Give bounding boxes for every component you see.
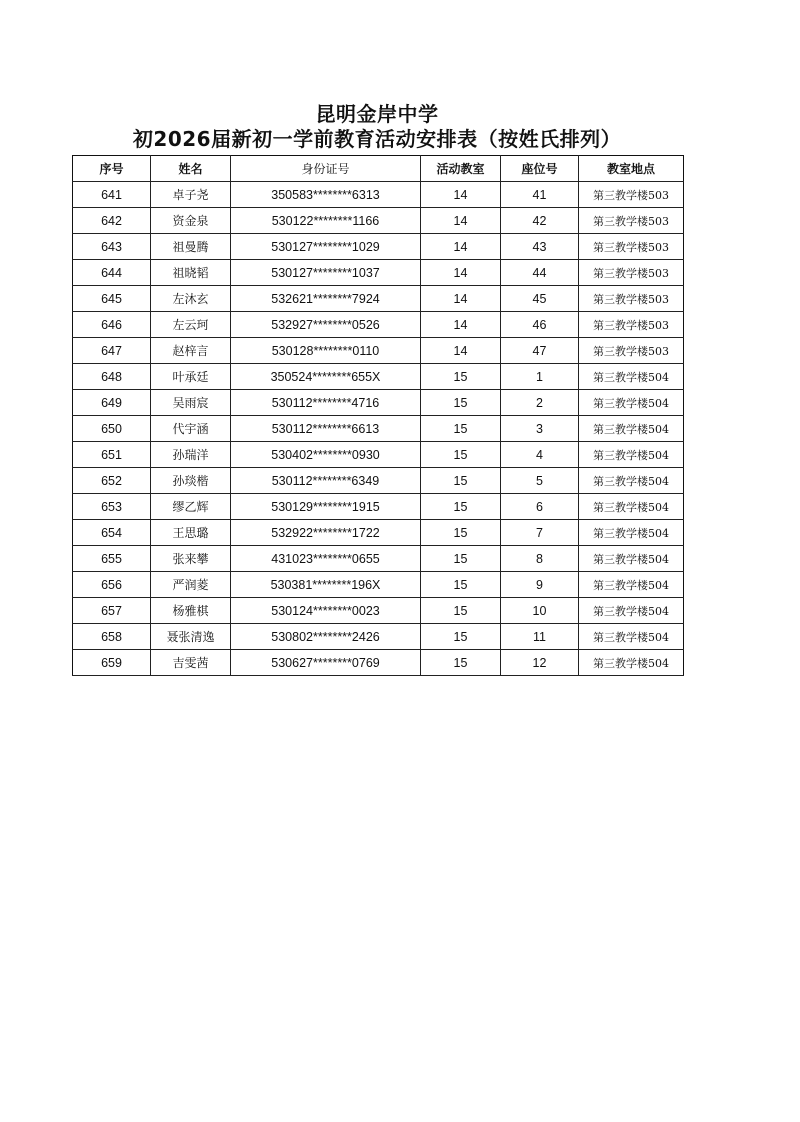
location-cell: 第三教学楼504 bbox=[579, 442, 684, 468]
table-row bbox=[73, 182, 684, 208]
header-location: 教室地点 bbox=[579, 156, 684, 182]
id-number-cell: 532621********7924 bbox=[231, 286, 421, 312]
name-cell: 卓子尧 bbox=[151, 182, 231, 208]
table-row bbox=[73, 650, 684, 676]
name-cell: 赵梓言 bbox=[151, 338, 231, 364]
table-header bbox=[73, 156, 684, 182]
seq-cell: 656 bbox=[73, 572, 151, 598]
location-cell: 第三教学楼504 bbox=[579, 572, 684, 598]
table-row bbox=[73, 442, 684, 468]
seq-cell: 643 bbox=[73, 234, 151, 260]
location-cell: 第三教学楼504 bbox=[579, 650, 684, 676]
seat-cell: 7 bbox=[501, 520, 579, 546]
activity-room-cell: 15 bbox=[421, 572, 501, 598]
seat-cell: 6 bbox=[501, 494, 579, 520]
seat-cell: 8 bbox=[501, 546, 579, 572]
location-cell: 第三教学楼504 bbox=[579, 520, 684, 546]
id-number-cell: 530627********0769 bbox=[231, 650, 421, 676]
seat-cell: 43 bbox=[501, 234, 579, 260]
seat-cell: 5 bbox=[501, 468, 579, 494]
name-cell: 缪乙辉 bbox=[151, 494, 231, 520]
activity-room-cell: 14 bbox=[421, 260, 501, 286]
header-row bbox=[73, 156, 684, 182]
name-cell: 左沐玄 bbox=[151, 286, 231, 312]
student-schedule-table bbox=[72, 155, 684, 676]
table-row bbox=[73, 234, 684, 260]
header-seq: 序号 bbox=[73, 156, 151, 182]
header-seat: 座位号 bbox=[501, 156, 579, 182]
activity-room-cell: 14 bbox=[421, 286, 501, 312]
table-row bbox=[73, 494, 684, 520]
id-number-cell: 530381********196X bbox=[231, 572, 421, 598]
name-cell: 祖曼腾 bbox=[151, 234, 231, 260]
activity-room-cell: 15 bbox=[421, 520, 501, 546]
table-row bbox=[73, 338, 684, 364]
activity-room-cell: 15 bbox=[421, 494, 501, 520]
name-cell: 祖晓韬 bbox=[151, 260, 231, 286]
activity-room-cell: 14 bbox=[421, 338, 501, 364]
id-number-cell: 350524********655X bbox=[231, 364, 421, 390]
seq-cell: 657 bbox=[73, 598, 151, 624]
id-number-cell: 530112********6613 bbox=[231, 416, 421, 442]
id-number-cell: 350583********6313 bbox=[231, 182, 421, 208]
activity-room-cell: 14 bbox=[421, 182, 501, 208]
seq-cell: 644 bbox=[73, 260, 151, 286]
seat-cell: 44 bbox=[501, 260, 579, 286]
table-row bbox=[73, 624, 684, 650]
seq-cell: 655 bbox=[73, 546, 151, 572]
name-cell: 左云珂 bbox=[151, 312, 231, 338]
id-number-cell: 532922********1722 bbox=[231, 520, 421, 546]
school-title: 昆明金岸中学 bbox=[315, 102, 439, 126]
name-cell: 叶承廷 bbox=[151, 364, 231, 390]
location-cell: 第三教学楼503 bbox=[579, 338, 684, 364]
name-cell: 吉雯茜 bbox=[151, 650, 231, 676]
header-activity-room: 活动教室 bbox=[421, 156, 501, 182]
seq-cell: 659 bbox=[73, 650, 151, 676]
activity-room-cell: 15 bbox=[421, 598, 501, 624]
location-cell: 第三教学楼504 bbox=[579, 624, 684, 650]
seat-cell: 42 bbox=[501, 208, 579, 234]
name-cell: 吴雨宸 bbox=[151, 390, 231, 416]
seq-cell: 646 bbox=[73, 312, 151, 338]
seq-cell: 647 bbox=[73, 338, 151, 364]
name-cell: 代宇涵 bbox=[151, 416, 231, 442]
location-cell: 第三教学楼503 bbox=[579, 182, 684, 208]
seq-cell: 650 bbox=[73, 416, 151, 442]
seq-cell: 642 bbox=[73, 208, 151, 234]
id-number-cell: 530128********0110 bbox=[231, 338, 421, 364]
seat-cell: 11 bbox=[501, 624, 579, 650]
schedule-title: 初2026届新初一学前教育活动安排表（按姓氏排列） bbox=[132, 127, 622, 151]
header-name: 姓名 bbox=[151, 156, 231, 182]
id-number-cell: 431023********0655 bbox=[231, 546, 421, 572]
seat-cell: 12 bbox=[501, 650, 579, 676]
id-number-cell: 530402********0930 bbox=[231, 442, 421, 468]
seat-cell: 2 bbox=[501, 390, 579, 416]
location-cell: 第三教学楼503 bbox=[579, 286, 684, 312]
id-number-cell: 530129********1915 bbox=[231, 494, 421, 520]
location-cell: 第三教学楼504 bbox=[579, 494, 684, 520]
seat-cell: 9 bbox=[501, 572, 579, 598]
name-cell: 资金泉 bbox=[151, 208, 231, 234]
location-cell: 第三教学楼503 bbox=[579, 312, 684, 338]
table-row bbox=[73, 286, 684, 312]
id-number-cell: 530122********1166 bbox=[231, 208, 421, 234]
activity-room-cell: 14 bbox=[421, 234, 501, 260]
name-cell: 聂张清逸 bbox=[151, 624, 231, 650]
seat-cell: 1 bbox=[501, 364, 579, 390]
location-cell: 第三教学楼504 bbox=[579, 390, 684, 416]
location-cell: 第三教学楼504 bbox=[579, 546, 684, 572]
seq-cell: 648 bbox=[73, 364, 151, 390]
location-cell: 第三教学楼503 bbox=[579, 260, 684, 286]
id-number-cell: 530127********1029 bbox=[231, 234, 421, 260]
activity-room-cell: 15 bbox=[421, 416, 501, 442]
location-cell: 第三教学楼504 bbox=[579, 598, 684, 624]
activity-room-cell: 14 bbox=[421, 312, 501, 338]
name-cell: 杨雅棋 bbox=[151, 598, 231, 624]
seat-cell: 41 bbox=[501, 182, 579, 208]
name-cell: 孙瑞洋 bbox=[151, 442, 231, 468]
table-row bbox=[73, 572, 684, 598]
name-cell: 孙琰楷 bbox=[151, 468, 231, 494]
id-number-cell: 530112********6349 bbox=[231, 468, 421, 494]
activity-room-cell: 15 bbox=[421, 624, 501, 650]
activity-room-cell: 15 bbox=[421, 468, 501, 494]
seq-cell: 653 bbox=[73, 494, 151, 520]
table-row bbox=[73, 416, 684, 442]
location-cell: 第三教学楼503 bbox=[579, 208, 684, 234]
seat-cell: 4 bbox=[501, 442, 579, 468]
activity-room-cell: 15 bbox=[421, 546, 501, 572]
table-row bbox=[73, 260, 684, 286]
header-id-number: 身份证号 bbox=[231, 156, 421, 182]
seq-cell: 645 bbox=[73, 286, 151, 312]
seat-cell: 46 bbox=[501, 312, 579, 338]
table-row bbox=[73, 390, 684, 416]
name-cell: 严润菱 bbox=[151, 572, 231, 598]
document-header bbox=[72, 102, 682, 152]
activity-room-cell: 15 bbox=[421, 364, 501, 390]
location-cell: 第三教学楼504 bbox=[579, 416, 684, 442]
seat-cell: 47 bbox=[501, 338, 579, 364]
table-body bbox=[73, 182, 684, 676]
activity-room-cell: 15 bbox=[421, 442, 501, 468]
table-row bbox=[73, 208, 684, 234]
table-row bbox=[73, 598, 684, 624]
id-number-cell: 530112********4716 bbox=[231, 390, 421, 416]
table-row bbox=[73, 468, 684, 494]
id-number-cell: 532927********0526 bbox=[231, 312, 421, 338]
seq-cell: 652 bbox=[73, 468, 151, 494]
table-row bbox=[73, 312, 684, 338]
seat-cell: 3 bbox=[501, 416, 579, 442]
id-number-cell: 530127********1037 bbox=[231, 260, 421, 286]
table-row bbox=[73, 546, 684, 572]
seat-cell: 45 bbox=[501, 286, 579, 312]
table-row bbox=[73, 364, 684, 390]
location-cell: 第三教学楼503 bbox=[579, 234, 684, 260]
activity-room-cell: 15 bbox=[421, 390, 501, 416]
location-cell: 第三教学楼504 bbox=[579, 364, 684, 390]
seq-cell: 654 bbox=[73, 520, 151, 546]
seq-cell: 651 bbox=[73, 442, 151, 468]
table-row bbox=[73, 520, 684, 546]
id-number-cell: 530802********2426 bbox=[231, 624, 421, 650]
seq-cell: 649 bbox=[73, 390, 151, 416]
name-cell: 张来攀 bbox=[151, 546, 231, 572]
seq-cell: 658 bbox=[73, 624, 151, 650]
name-cell: 王思璐 bbox=[151, 520, 231, 546]
seq-cell: 641 bbox=[73, 182, 151, 208]
id-number-cell: 530124********0023 bbox=[231, 598, 421, 624]
activity-room-cell: 14 bbox=[421, 208, 501, 234]
seat-cell: 10 bbox=[501, 598, 579, 624]
activity-room-cell: 15 bbox=[421, 650, 501, 676]
location-cell: 第三教学楼504 bbox=[579, 468, 684, 494]
